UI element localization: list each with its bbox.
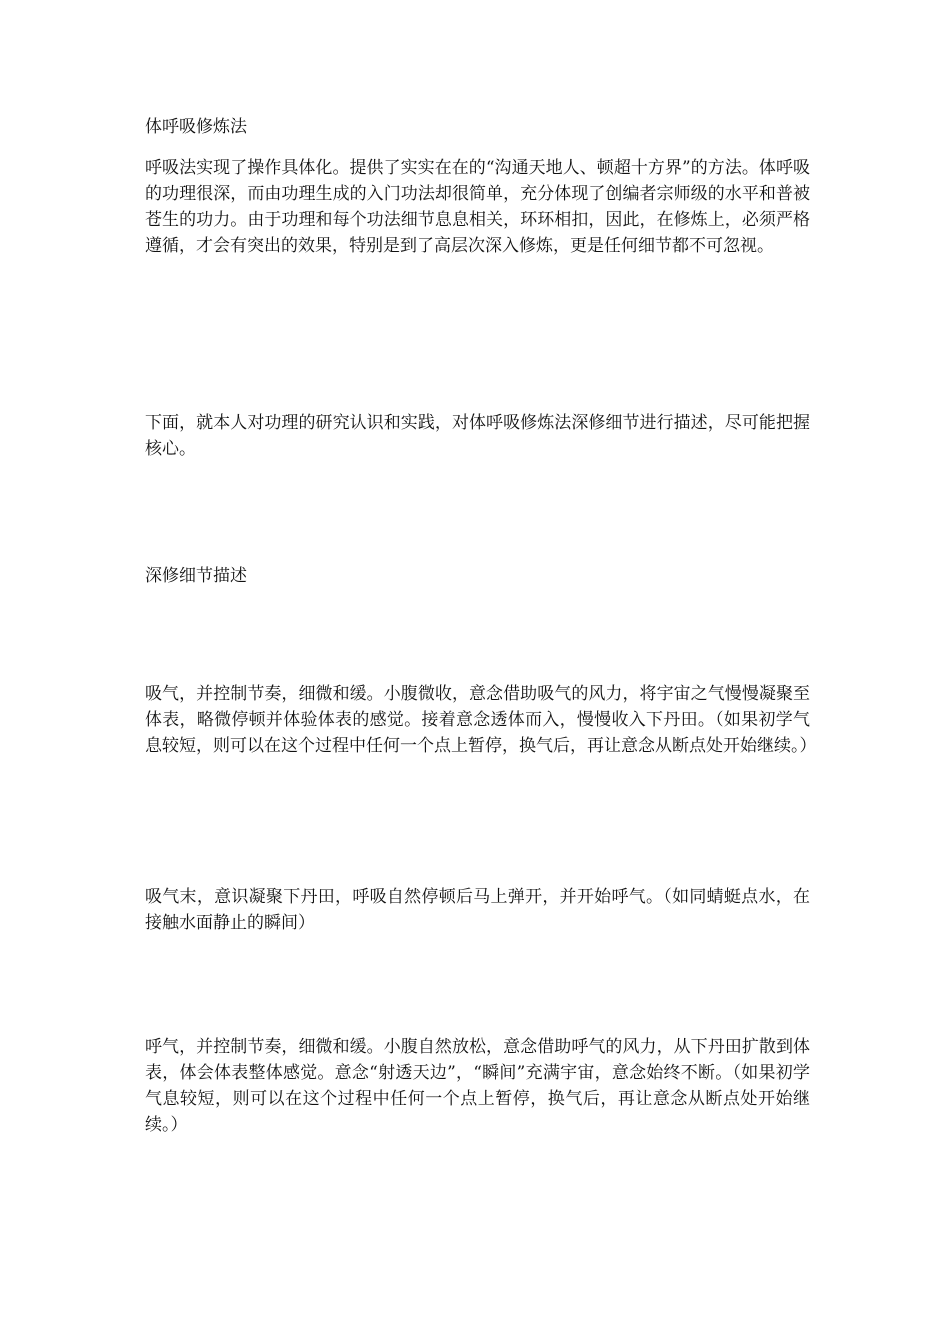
- preface-paragraph: 下面，就本人对功理的研究认识和实践，对体呼吸修炼法深修细节进行描述，尽可能把握核心。: [145, 413, 810, 459]
- intro-paragraph: 呼吸法实现了操作具体化。提供了实实在在的“沟通天地人、顿超十方界”的方法。体呼吸的功理很深，而由功理生成的入门功法却很简单，充分体现了创编者宗师级的水平和普被苍生的功力。由于功理和每个功法细节息息相关，环环相扣，因此，在修炼上，必须严格遵循，才会有突出的效果，特别是到了高层次深入修炼，更是任何细节都不可忽视。: [145, 158, 810, 256]
- inhale-paragraph: 吸气，并控制节奏，细微和缓。小腹微收，意念借助吸气的风力，将宇宙之气慢慢凝聚至体表，略微停顿并体验体表的感觉。接着意念透体而入，慢慢收入下丹田。（如果初学气息较短，则可以在这个过程中任何一个点上暂停，换气后，再让意念从断点处开始继续。）: [145, 684, 817, 756]
- document-title: 体呼吸修炼法: [145, 117, 247, 137]
- pause-paragraph: 吸气末，意识凝聚下丹田，呼吸自然停顿后马上弹开，并开始呼气。（如同蜻蜓点水，在接触水面静止的瞬间）: [145, 887, 810, 933]
- section-heading: 深修细节描述: [145, 566, 247, 586]
- exhale-paragraph: 呼气，并控制节奏，细微和缓。小腹自然放松，意念借助呼气的风力，从下丹田扩散到体表，体会体表整体感觉。意念“射透天边”，“瞬间”充满宇宙，意念始终不断。（如果初学气息较短，则可以在这个过程中任何一个点上暂停，换气后，再让意念从断点处开始继续。）: [145, 1037, 810, 1135]
